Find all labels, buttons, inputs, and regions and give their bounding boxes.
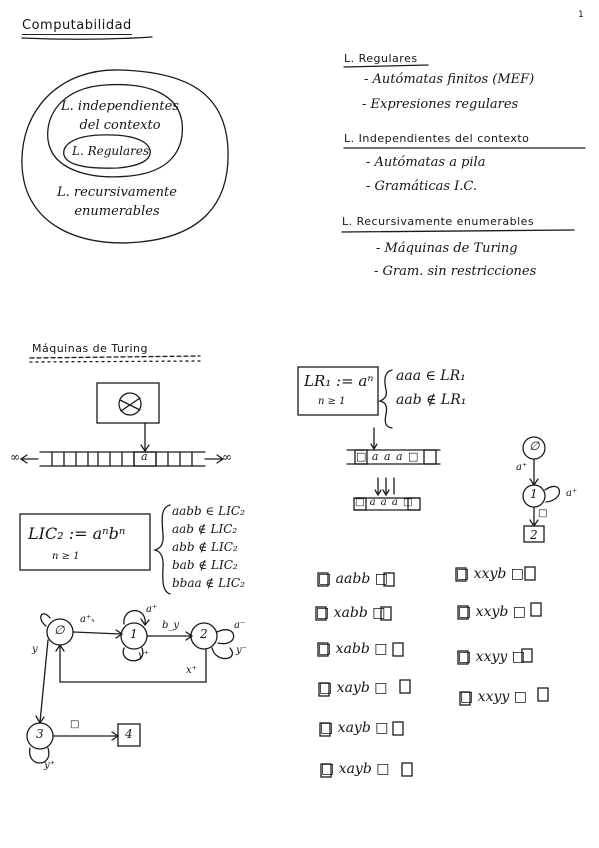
class-heading-re: L. Recursivamente enumerables [342,215,535,228]
lr1-example: aaa ∈ LR₁ [396,368,466,384]
lr1-tape-2: □ a a a □ [355,497,414,508]
lic2-example: bbaa ∉ LIC₂ [172,576,245,590]
venn-outer-label: L. recursivamente enumerables [57,185,177,219]
page-number: 1 [578,10,584,20]
lr1-tape-1: □ a a a □ [356,450,420,463]
lic2-example: bab ∉ LIC₂ [172,558,238,572]
lic2-label: a⁺ₓ [80,614,95,625]
lr1-state-1: 1 [530,487,538,501]
lic2-label: a⁻ [234,620,246,631]
trace-left: □ xayb □ [321,761,390,777]
class-item: - Gram. sin restricciones [374,264,537,279]
venn-inner-label: L. Regulares [72,144,150,158]
lr1-state-2: 2 [530,528,538,542]
lic2-example: abb ∉ LIC₂ [172,540,238,554]
trace-left: □ xabb □ [318,641,388,657]
control-box [97,383,159,423]
class-item: - Autómatas finitos (MEF) [364,72,535,87]
page-title: Computabilidad [22,18,132,33]
lic2-label: b_y [162,620,180,631]
class-item: - Gramáticas I.C. [366,179,478,194]
lr1-definition: LR₁ := aⁿ [304,372,374,390]
lr1-blank-label: □ [538,508,548,519]
lic2-condition: n ≥ 1 [52,551,80,562]
lic2-example: aab ∉ LIC₂ [172,522,238,536]
trace-right: □ xxyy □ [458,649,525,665]
lic2-label: x⁺ [186,665,197,676]
trace-right: □ xxyb □ [456,566,525,582]
title-underline [22,37,152,39]
class-heading-ic: L. Independientes del contexto [344,132,530,145]
lic2-label: y⁺ [138,650,149,661]
lic2-state-0: ∅ [54,623,65,637]
class-heading-regulares: L. Regulares [344,52,418,65]
trace-left: □ xayb □ [319,680,388,696]
lic2-state-4: 4 [125,727,133,741]
trace-left: □ aabb □ [318,571,388,587]
lr1-loop-label: a⁺ [566,488,578,499]
lic2-label: y⁻ [236,645,247,656]
trace-right: □ xxyy □ [460,689,527,705]
tape-right-infinity: ∞ [222,450,232,464]
lic2-label: □ [70,719,80,730]
class-item: - Autómatas a pila [366,155,486,170]
lic2-label: y [32,644,38,655]
tape-left-infinity: ∞ [10,450,20,464]
lr1-transition-label: a⁺ [516,462,528,473]
class-item: - Máquinas de Turing [376,241,518,256]
trace-left: □ xabb □ [316,605,386,621]
lic2-definition: LIC₂ := aⁿbⁿ [28,524,126,543]
lic2-label: y⁺ [44,760,55,771]
lic2-label: a⁺ [146,604,158,615]
turing-heading: Máquinas de Turing [32,342,148,355]
lr1-example: aab ∉ LR₁ [396,392,467,408]
tape-head-symbol: a [141,450,148,463]
class-item: - Expresiones regulares [362,97,519,112]
lr1-state-0: ∅ [529,439,540,453]
lic2-state-2: 2 [200,627,208,641]
trace-left: □ xayb □ [320,720,389,736]
venn-middle-label: L. independientes del contexto [61,99,179,133]
lic2-example: aabb ∈ LIC₂ [172,504,245,518]
lr1-condition: n ≥ 1 [318,396,346,407]
lic2-state-1: 1 [130,627,138,641]
trace-right: □ xxyb □ [458,604,527,620]
lic2-state-3: 3 [36,727,44,741]
